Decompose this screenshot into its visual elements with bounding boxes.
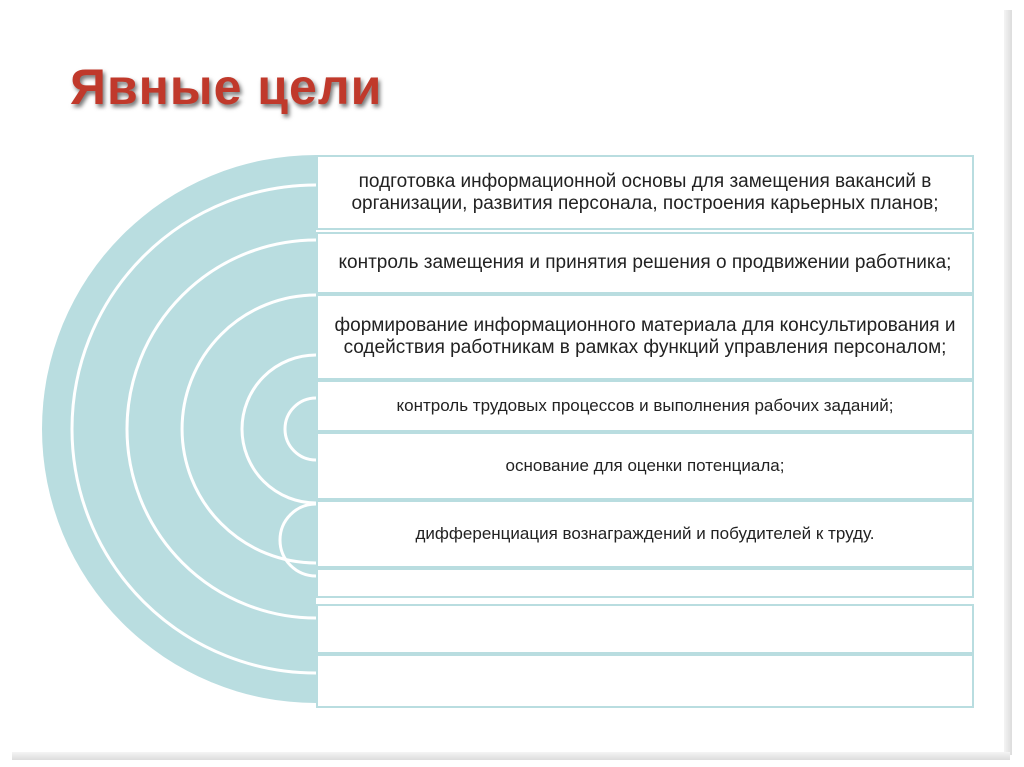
goal-item-3 <box>316 294 974 380</box>
slide-title: Явные цели <box>70 59 383 115</box>
goal-item-5 <box>316 432 974 500</box>
empty-row-3 <box>316 654 974 708</box>
goal-text-4: контроль трудовых процессов и выполнения рабочих заданий; <box>396 396 894 415</box>
goal-text-1: подготовка информационной основы для замещения вакансий в организации, развития персонала, построения карьерных планов; <box>351 170 939 214</box>
arc-band-1 <box>42 155 316 703</box>
goal-text-6: дифференциация вознаграждений и побудителей к труду. <box>415 524 875 543</box>
goal-item-6 <box>316 500 974 568</box>
empty-row-2 <box>316 604 974 654</box>
empty-row-1 <box>316 568 974 598</box>
goal-text-2: контроль замещения и принятия решения о продвижении работника; <box>338 252 952 273</box>
goal-text-3: формирование информационного материала для консультирования и содействия работникам в рамках функций управления персоналом; <box>334 315 956 358</box>
goal-item-1 <box>316 155 974 230</box>
goal-item-2 <box>316 232 974 294</box>
goal-item-4 <box>316 380 974 432</box>
goal-text-5: основание для оценки потенциала; <box>505 456 785 475</box>
